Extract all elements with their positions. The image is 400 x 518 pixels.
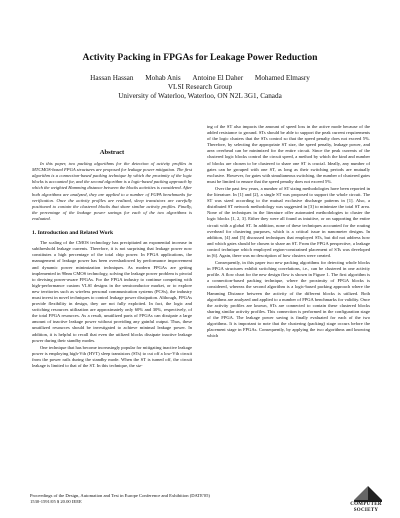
body-paragraph: Consequently, in this paper two new packing algorithms for detecting whole blocks in FPGA structures exhibit switching correlations, i.e., can be clustered in one activity profile. A flow chart for the new design flow is shown in Figure 1. The first algorithm is a connection-based packing technique, where the proximity of FPGA blocks is considered, whereas the second algorithm is a logic-based packing approach where the Hamming Distance between the activity of the different blocks is utilized. Both algorithms are analyzed and applied to a number of FPGA benchmarks for validity. Once the activity profiles are known, STs are connected to contain these clustered blocks sharing similar activity profiles. This connection is performed in the configuration stage of the FPGA. The leakage power saving is finally evaluated for each of the two algorithms. It is important to note that the clustering (packing) stage occurs before the placement stage in FPGAs. Consequently, by applying the two algorithms and knowing which xyxy=(207,260,370,339)
right-column xyxy=(207,124,370,340)
research-group: VLSI Research Group xyxy=(167,83,233,91)
author-name: Antoine El Daher xyxy=(192,74,244,82)
page-footer xyxy=(30,493,310,505)
body-paragraph: One technique that has become increasingly popular for mitigating inactive leakage power is employing high-Vth (HVT) sleep transistors (STs) to cut off a low-Vth circuit from the power rails during the standby mode. When the ST is turned off, the circuit leakage is limited to that of the ST. In this technique, the siz- xyxy=(32,344,193,368)
author-names xyxy=(0,74,400,83)
left-column xyxy=(32,150,192,370)
body-paragraph: ing of the ST also impacts the amount of speed loss in the active mode because of the added resistance to ground. STs should be able to support the peak current requirements of the logic clusters that the STs control so that the speed penalty does not exceed 5%. Therefore, by selecting the appropriate ST size, the speed penalty, leakage power, and area overhead can be minimized for the entire circuit. Since the peak currents of the clustered logic blocks control the circuit speed, a method by which the kind and number of blocks are chosen to be clustered to share one ST is crucial. Ideally, any number of gates can be grouped with one ST, as long as their switching periods are mutually exclusive. However, for gates with simultaneous switching, the number of clustered gates must be limited to ensure that the speed penalty does not exceed 5%. xyxy=(207,124,370,184)
paper-title: Activity Packing in FPGAs for Leakage Power Reduction xyxy=(82,52,318,63)
abstract-body xyxy=(32,161,192,222)
logo-text-line: COMPUTER xyxy=(350,502,382,507)
abstract-heading: Abstract xyxy=(99,149,125,156)
copyright-line: 1530-1591/05 $ 20.00 IEEE xyxy=(30,499,82,504)
section-heading: 1. Introduction and Related Work xyxy=(32,230,114,237)
abstract-text: In this paper, two packing algorithms for the detection of activity profiles in MTCMOS-based FPGA structures are proposed for leakage power mitigation. The first algorithm is a connection-based packing technique by which the proximity of the logic blocks is accounted for, and the second algorithm is a logic-based packing approach by which the weighted Hamming distance between the blocks activities is considered. After both algorithms are analyzed, they are applied to a number of FGPA benchmarks for verification. Once the activity profiles are realized, sleep transistors are carefully positioned to contain the clustered blocks that share similar activity profiles. Finally, the percentage of the leakage power savings for each of the two algorithms is evaluated. xyxy=(32,161,192,221)
logo-text-line: SOCIETY xyxy=(353,507,379,513)
proceedings-line: Proceedings of the Design, Automation and Test in Europe Conference and Exhibition (DATE'05) xyxy=(30,493,210,498)
body-paragraph: The scaling of the CMOS technology has precipitated an exponential increase in subthreshold leakage currents. Therefore, it is not surprising that leakage power now constitutes a high percentage of the total chip power. In FPGA applications, the management of leakage power has been overshadowed by performance improvement and dynamic power minimization techniques. As modern FPGAs are getting implemented in 90nm CMOS technology, solving the leakage power problem is pivotal to devising power-aware FPGAs. For the FPGA industry to continue competing with high-performance custom VLSI designs in the semiconductor market, or to explore new territories such as wireless personal communication systems (PCSs), the industry must invest in novel techniques to control leakage power dissipation. Although, FPGAs provide flexibility in design, they are not fully exploited. In fact, the logic and switching resources utilization are approximately only 60% and 30%, respectively, of the total FPGA resources. As a result, unutilized parts of FPGAs can dissipate a large amount of inactive leakage power without providing any gainful output. Thus, these unutilized resources should be investigated to achieve minimal leakage power. In addition, it is helpful to recall that even the utilized blocks dissipate inactive leakage power during their standby modes. xyxy=(32,240,192,343)
affiliation: University of Waterloo, Waterloo, ON N2L 3G1, Canada xyxy=(118,92,282,100)
author-name: Hassan Hassan xyxy=(90,74,134,82)
author-name: Mohamed Elmasry xyxy=(254,74,310,82)
author-name: Mohab Anis xyxy=(145,74,181,82)
body-paragraph: Over the past few years, a number of ST sizing methodologies have been reported in the literature. In [1] and [2], a single ST was proposed to support the whole circuit. The ST was sized according to the mutual exclusive discharge patterns in [1]. Also, a distributed ST network methodology was suggested in [3] to minimize the total ST area. None of the techniques in the literature offer automated methodologies to cluster the logic blocks [1, 2, 3]. Either they were all found as intuitive, or on supporting the entire circuit with a global ST. In addition, none of these techniques accounted for the routing overhead for clustering purposes, which is a critical issue in nanometer designs. In addition, [4] and [5] discussed techniques that employed STs, but did not address how and which gates should be chosen to share an ST. From the FPGA perspective, a leakage control technique which employed region-constrained placement of STs was developed in [6]. Again, there was no description of how clusters were created. xyxy=(207,185,370,258)
author-block xyxy=(0,74,400,101)
logo-text xyxy=(340,502,392,513)
